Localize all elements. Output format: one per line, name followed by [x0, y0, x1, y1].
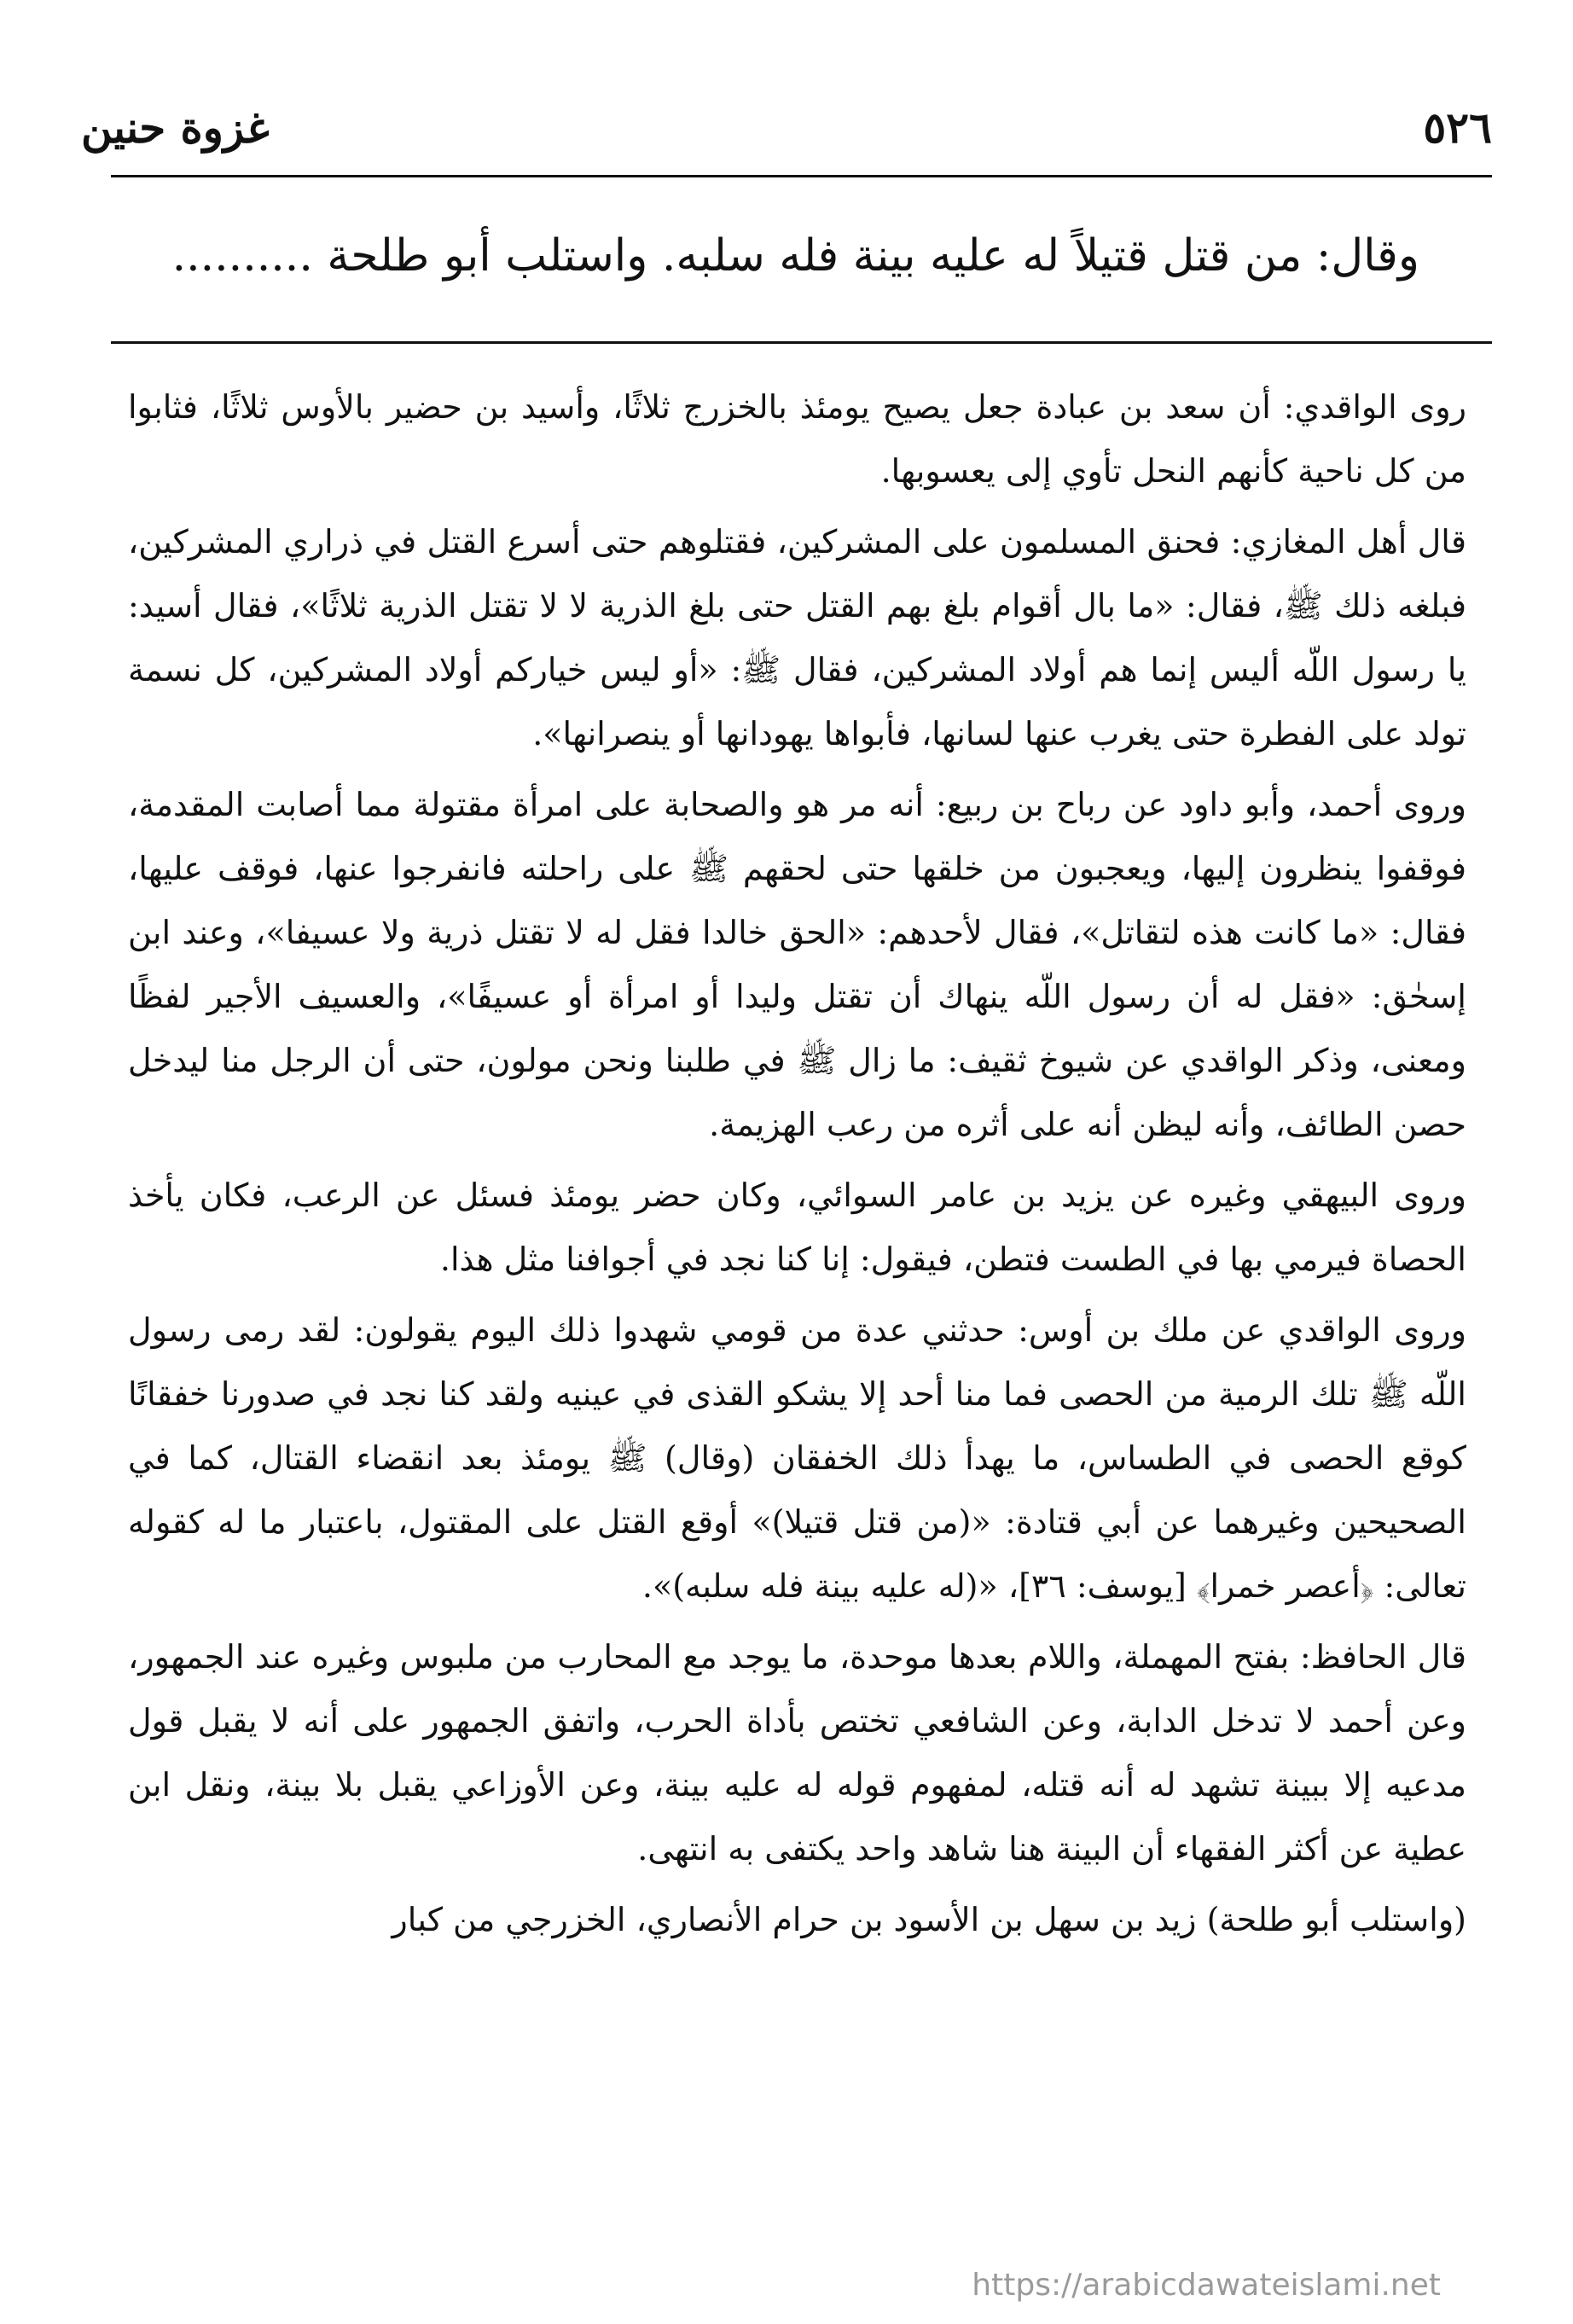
paragraph: روى الواقدي: أن سعد بن عبادة جعل يصيح يومئذ بالخزرج ثلاثًا، وأسيد بن حضير بالأوس ثلاثًا، فثابوا من كل ناحية كأنهم النحل تأوي إلى يعسوبها.	[128, 388, 1466, 490]
paragraph: قال أهل المغازي: فحنق المسلمون على المشركين، فقتلوهم حتى أسرع القتل في ذراري المشركين، فبلغه ذلك ﷺ، فقال: «ما بال أقوام بلغ بهم القتل حتى بلغ الذرية لا لا تقتل الذرية ثلاثًا»، فقال أسيد: يا رسول اللّه أليس إنما هم أولاد المشركين، فقال ﷺ: «أو ليس خياركم أولاد المشركين، كل نسمة تولد على الفطرة حتى يغرب عنها لسانها، فأبواها يهودانها أو ينصرانها».	[128, 523, 1466, 752]
page-header	[81, 90, 1492, 166]
paragraph: قال الحافظ: بفتح المهملة، واللام بعدها موحدة، ما يوجد مع المحارب من ملبوس وغيره عند الجمهور، وعن أحمد لا تدخل الدابة، وعن الشافعي تختص بأداة الحرب، واتفق الجمهور على أنه لا يقبل قول مدعيه إلا ببينة تشهد له أنه قتله، لمفهوم قوله له عليه بينة، وعن الأوزاعي يقبل بلا بينة، ونقل ابن عطية عن أكثر الفقهاء أن البينة هنا شاهد واحد يكتفى به انتهى.	[128, 1638, 1466, 1868]
paragraph: وروى أحمد، وأبو داود عن رباح بن ربيع: أنه مر هو والصحابة على امرأة مقتولة مما أصابت المقدمة، فوقفوا ينظرون إليها، ويعجبون من خلقها حتى لحقهم ﷺ على راحلته فانفرجوا عنها، فوقف عليها، فقال: «ما كانت هذه لتقاتل»، فقال لأحدهم: «الحق خالدا فقل له لا تقتل ذرية ولا عسيفا»، وعند ابن إسحٰق: «فقل له أن رسول اللّه ينهاك أن تقتل وليدا أو امرأة أو عسيفًا»، والعسيف الأجير لفظًا ومعنى، وذكر الواقدي عن شيوخ ثقيف: ما زال ﷺ في طلبنا ونحن مولون، حتى أن الرجل منا ليدخل حصن الطائف، وأنه ليظن أنه على أثره من رعب الهزيمة.	[128, 786, 1466, 1143]
page-number: ٥٢٦	[1423, 102, 1492, 153]
paragraph: وروى البيهقي وغيره عن يزيد بن عامر السوائي، وكان حضر يومئذ فسئل عن الرعب، فكان يأخذ الحصاة فيرمي بها في الطست فتطن، فيقول: إنا كنا نجد في أجوافنا مثل هذا.	[128, 1177, 1466, 1278]
paragraph: وروى الواقدي عن ملك بن أوس: حدثني عدة من قومي شهدوا ذلك اليوم يقولون: لقد رمى رسول اللّه ﷺ تلك الرمية من الحصى فما منا أحد إلا يشكو القذى في عينيه ولقد كنا نجد في صدورنا خفقانًا كوقع الحصى في الطساس، ما يهدأ ذلك الخفقان (وقال) ﷺ يومئذ بعد انقضاء القتال، كما في الصحيحين وغيرهما عن أبي قتادة: «(من قتل قتيلا)» أوقع القتل على المقتول، باعتبار ما له كقوله تعالى: ﴿أعصر خمرا﴾ [يوسف: ٣٦]، «(له عليه بينة فله سلبه)».	[128, 1311, 1466, 1605]
paragraph: (واستلب أبو طلحة) زيد بن سهل بن الأسود بن حرام الأنصاري، الخزرجي من كبار	[392, 1901, 1466, 1938]
matn-rule	[111, 341, 1492, 344]
watermark-url: https://arabicdawateislami.net	[972, 2268, 1441, 2303]
commentary-text	[128, 375, 1466, 1959]
header-rule	[111, 175, 1492, 177]
chapter-title: غزوة حنين	[81, 102, 270, 153]
matn-text: وقال: من قتل قتيلاً له عليه بينة فله سلبه. واستلب أبو طلحة ..........	[171, 230, 1419, 282]
